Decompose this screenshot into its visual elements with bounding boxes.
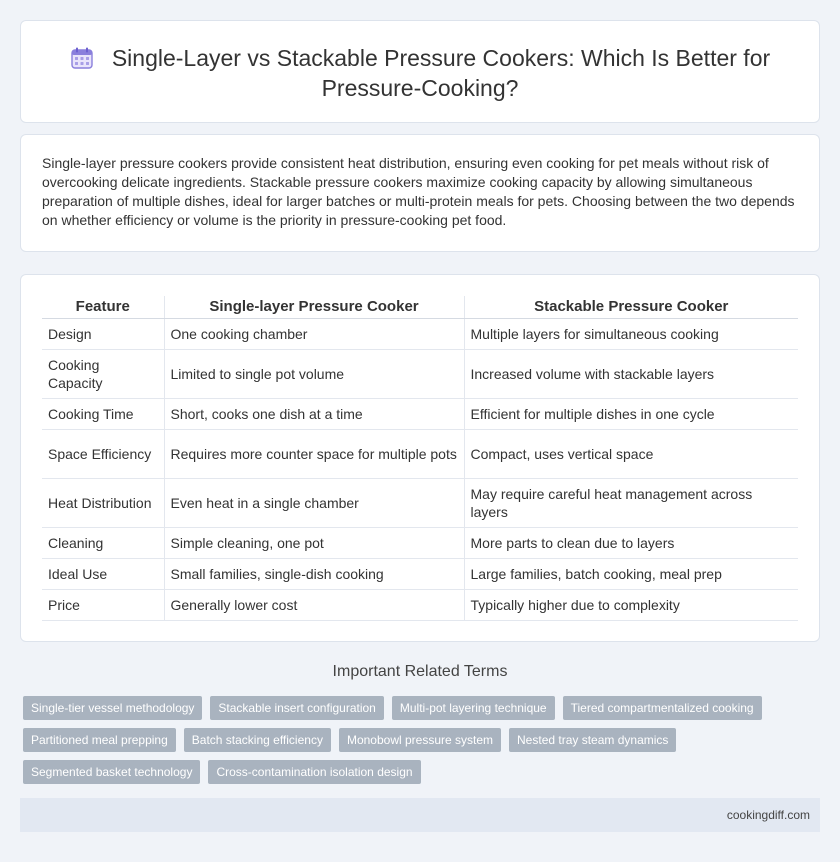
table-row (42, 478, 798, 527)
single-layer-cell: Short, cooks one dish at a time (164, 398, 464, 429)
table-row (42, 558, 798, 589)
stackable-cell: Large families, batch cooking, meal prep (464, 558, 798, 589)
related-terms-list (23, 696, 803, 792)
related-term-tag[interactable]: Monobowl pressure system (339, 728, 501, 752)
related-term-tag[interactable]: Segmented basket technology (23, 760, 200, 784)
single-layer-cell: Limited to single pot volume (164, 349, 464, 398)
single-layer-cell: Even heat in a single chamber (164, 478, 464, 527)
related-term-tag[interactable]: Multi-pot layering technique (392, 696, 555, 720)
page-title: Single-Layer vs Stackable Pressure Cookers: Which Is Better for Pressure-Cooking? (111, 45, 771, 101)
intro-card (20, 134, 820, 252)
stackable-cell: Compact, uses vertical space (464, 429, 798, 478)
related-term-tag[interactable]: Cross-contamination isolation design (208, 760, 420, 784)
related-term-tag[interactable]: Batch stacking efficiency (184, 728, 331, 752)
header-single-layer: Single-layer Pressure Cooker (164, 296, 464, 318)
single-layer-cell: Small families, single-dish cooking (164, 558, 464, 589)
stackable-cell: Typically higher due to complexity (464, 589, 798, 620)
related-term-tag[interactable]: Single-tier vessel methodology (23, 696, 202, 720)
footer (20, 798, 820, 832)
feature-cell: Cooking Capacity (42, 349, 164, 398)
stackable-cell: More parts to clean due to layers (464, 527, 798, 558)
intro-paragraph: Single-layer pressure cookers provide consistent heat distribution, ensuring even cooking for pet meals without risk of overcooking delicate ingredients. Stackable pressure cookers maximize cooking capacity by allowing simultaneous preparation of multiple dishes, ideal for larger batches or multi-protein meals for pets. Choosing between the two depends on whether efficiency or volume is the priority in pressure-cooking pet food. (42, 155, 795, 228)
footer-site-link[interactable]: cookingdiff.com (726, 808, 810, 822)
single-layer-cell: Simple cleaning, one pot (164, 527, 464, 558)
feature-cell: Ideal Use (42, 558, 164, 589)
table-row (42, 318, 798, 349)
related-term-tag[interactable]: Partitioned meal prepping (23, 728, 176, 752)
feature-cell: Design (42, 318, 164, 349)
calendar-icon (70, 46, 94, 70)
stackable-cell: Increased volume with stackable layers (464, 349, 798, 398)
table-row (42, 398, 798, 429)
single-layer-cell: Generally lower cost (164, 589, 464, 620)
feature-cell: Cleaning (42, 527, 164, 558)
table-row (42, 429, 798, 478)
table-row (42, 589, 798, 620)
table-header-row (42, 296, 798, 318)
header-stackable: Stackable Pressure Cooker (464, 296, 798, 318)
table-row (42, 527, 798, 558)
feature-cell: Space Efficiency (42, 429, 164, 478)
page-title-wrap (21, 43, 819, 103)
feature-cell: Heat Distribution (42, 478, 164, 527)
header-feature: Feature (42, 296, 164, 318)
related-term-tag[interactable]: Nested tray steam dynamics (509, 728, 676, 752)
single-layer-cell: One cooking chamber (164, 318, 464, 349)
stackable-cell: Multiple layers for simultaneous cooking (464, 318, 798, 349)
single-layer-cell: Requires more counter space for multiple pots (164, 429, 464, 478)
stackable-cell: May require careful heat management across layers (464, 478, 798, 527)
comparison-table (42, 296, 798, 621)
title-card (20, 20, 820, 123)
related-term-tag[interactable]: Tiered compartmentalized cooking (563, 696, 762, 720)
related-terms-title: Important Related Terms (332, 663, 508, 680)
feature-cell: Cooking Time (42, 398, 164, 429)
comparison-card (20, 274, 820, 642)
table-row (42, 349, 798, 398)
feature-cell: Price (42, 589, 164, 620)
stackable-cell: Efficient for multiple dishes in one cycle (464, 398, 798, 429)
related-term-tag[interactable]: Stackable insert configuration (210, 696, 383, 720)
